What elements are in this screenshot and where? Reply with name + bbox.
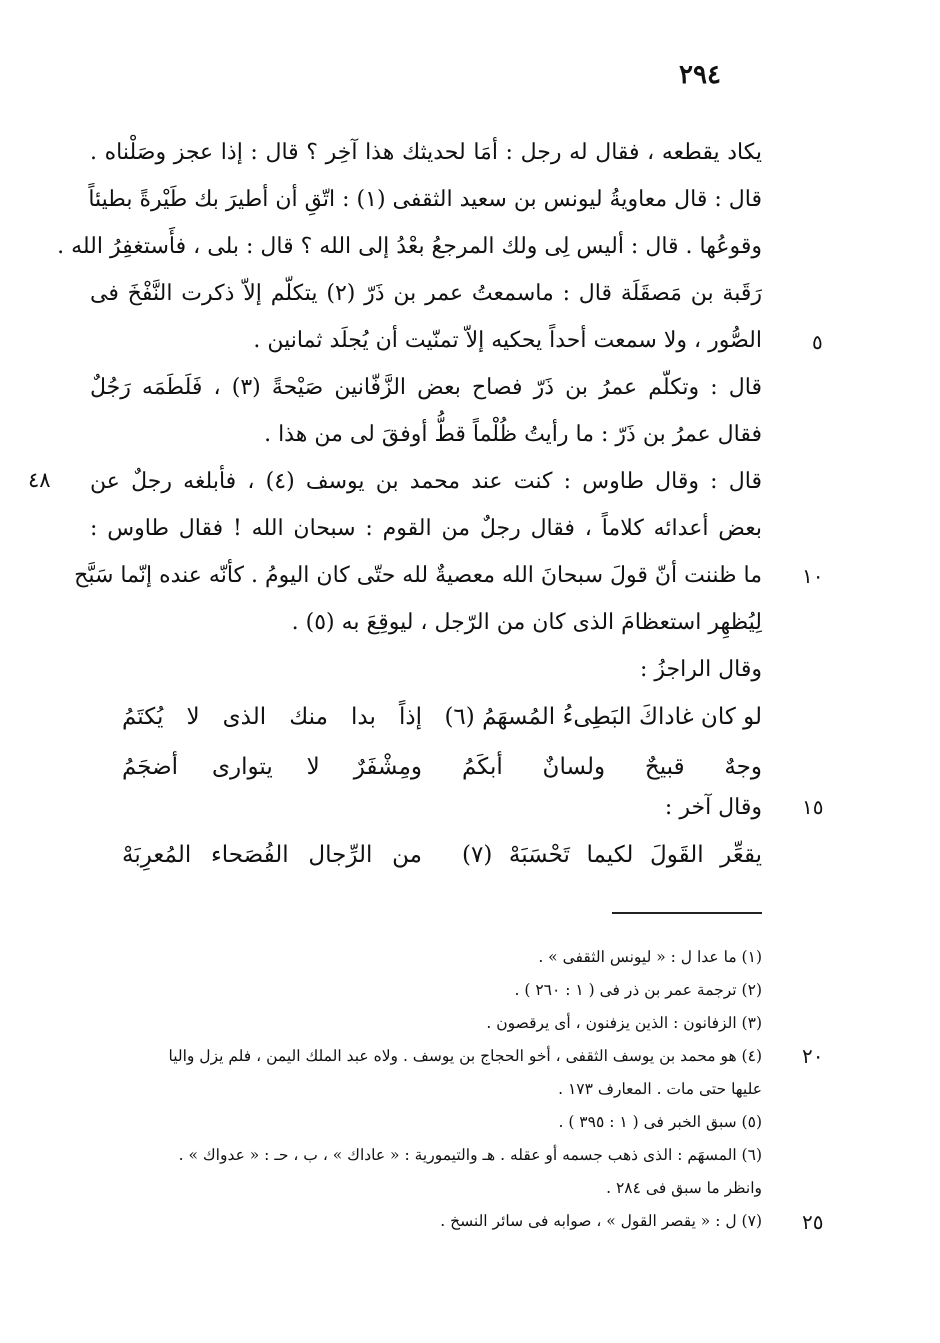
verse-first-hemistich: وجهٌ قبيحٌ ولسانٌ أبكَمُ xyxy=(462,754,762,780)
verse-line xyxy=(122,692,762,742)
text-line: وقال آخر : xyxy=(664,795,762,820)
verse-line xyxy=(122,830,762,880)
page-number: ٢٩٤ xyxy=(679,60,721,90)
verse-second-hemistich: إذاً بدا منك الذى لا يُكتَمُ xyxy=(122,704,422,730)
line-number-marker: ٢٥ xyxy=(802,1210,824,1234)
text-line: قال : قال معاويةُ ليونس بن سعيد الثقفى (١) : اتّقِ أن أطيرَ بك طَيْرةً بطيئاً xyxy=(88,187,762,212)
text-line: بعض أعدائه كلاماً ، فقال رجلٌ من القوم : سبحان الله ! فقال طاوس : xyxy=(90,516,762,541)
text-line: يكاد يقطعه ، فقال له رجل : أمَا لحديثك هذا آخِر ؟ قال : إذا عجز وصَلْناه . xyxy=(90,140,762,165)
text-line: وقال الراجزُ : xyxy=(639,657,762,682)
verse-first-hemistich: لو كان غاداكَ البَطِىءُ المُسهَمُ (٦) xyxy=(444,704,762,730)
verse-second-hemistich: ومِشْفَرٌ لا يتوارى أضجَمُ xyxy=(122,754,422,780)
main-text xyxy=(57,130,762,900)
line-number-marker: ٥ xyxy=(812,330,823,354)
footnote: (٣) الزفانون : الذين يزفنون ، أى يرقصون . xyxy=(486,1014,762,1032)
line-number-marker: ٢٠ xyxy=(802,1044,824,1068)
text-line: فقال عمرُ بن ذَرّ : ما رأيتُ ظُلْماً قطُّ أوفقَ لى من هذا . xyxy=(264,422,762,447)
text-line: الصُّور ، ولا سمعت أحداً يحكيه إلاّ تمنّيت أن يُجلَد ثمانين . xyxy=(253,328,762,353)
source-page-marker: ٤٨ xyxy=(28,468,51,492)
text-line: رَقَبة بن مَصقَلَة قال : ماسمعتُ عمر بن ذَرّ (٢) يتكلّم إلاّ ذكرت النَّفْخَ فى xyxy=(90,281,762,306)
text-line: قال : وتكلّم عمرُ بن ذَرّ فصاح بعض الزَّفّانين صَيْحةً (٣) ، فَلَطَمَه رَجُلٌ xyxy=(90,375,762,400)
text-line: لِيُظهِر استعظامَ الذى كان من الرّجل ، ليوقِعَ به (٥) . xyxy=(291,610,762,635)
footnote: (٧) ل : « يقصر القول » ، صوابه فى سائر النسخ . xyxy=(440,1212,762,1230)
footnote: (١) ما عدا ل : « ليونس الثقفى » . xyxy=(538,948,762,966)
footnote-continuation: وانظر ما سبق فى ٢٨٤ . xyxy=(606,1179,762,1197)
text-line: قال : وقال طاوس : كنت عند محمد بن يوسف (٤) ، فأبلغه رجلٌ عن xyxy=(90,469,762,494)
line-number-marker: ١٠ xyxy=(802,564,824,588)
text-line: ما ظننت أنّ قولَ سبحانَ الله معصيةٌ لله حتّى كان اليومُ . كأنّه عنده إنّما سَبَّح xyxy=(74,563,762,588)
line-number-marker: ١٥ xyxy=(802,795,824,819)
footnote: (٤) هو محمد بن يوسف الثقفى ، أخو الحجاج بن يوسف . ولاه عبد الملك اليمن ، فلم يزل واليا xyxy=(168,1047,762,1065)
footnote-continuation: عليها حتى مات . المعارف ١٧٣ . xyxy=(558,1080,762,1098)
verse-second-hemistich: من الرِّجال الفُصَحاء المُعرِبَهْ xyxy=(122,842,422,868)
footnote: (٢) ترجمة عمر بن ذر فى ( ١ : ٢٦٠ ) . xyxy=(514,981,762,999)
footnote: (٦) المسهَم : الذى ذهب جسمه أو عقله . هـ والتيمورية : « عاداك » ، ب ، حـ : « عدواك » . xyxy=(178,1146,762,1164)
footnote-divider xyxy=(612,912,762,914)
footnote: (٥) سبق الخبر فى ( ١ : ٣٩٥ ) . xyxy=(558,1113,762,1131)
verse-first-hemistich: يقعِّر القَولَ لكيما تَحْسَبَهْ (٧) xyxy=(462,842,762,868)
text-line: وقوعُها . قال : أليس لِى ولك المرجعُ بعْدُ إلى الله ؟ قال : بلى ، فأَستغفِرُ الله . xyxy=(57,234,762,259)
